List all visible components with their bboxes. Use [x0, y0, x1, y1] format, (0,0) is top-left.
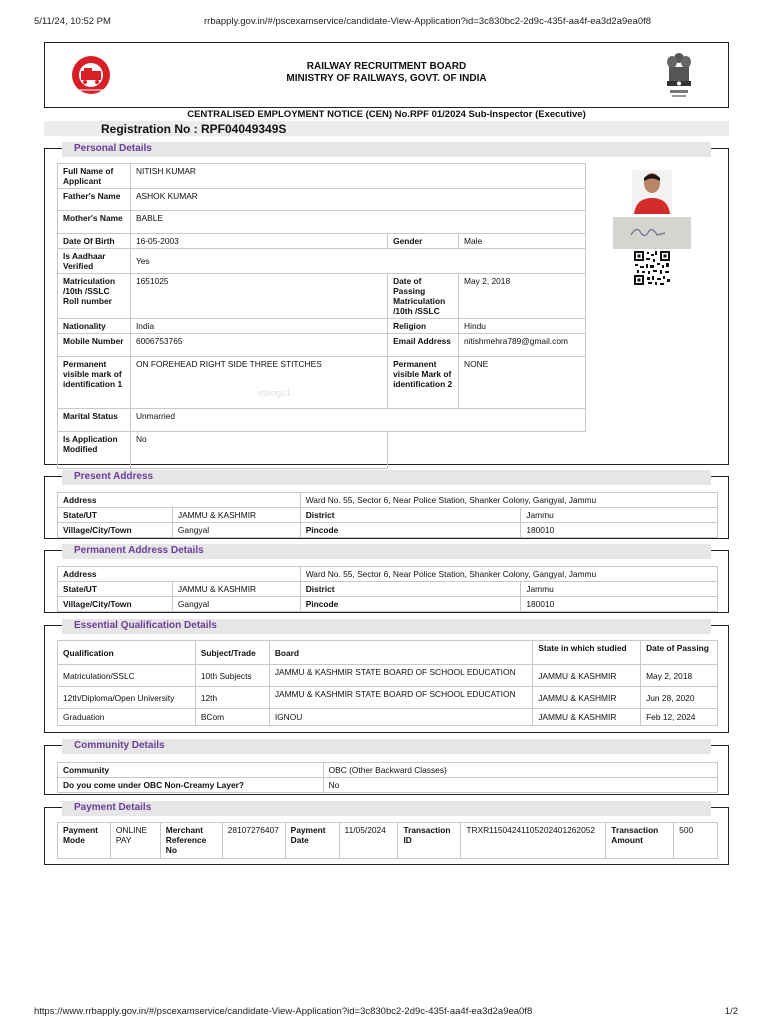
gender-label: Gender — [388, 234, 459, 249]
date-header: Date of Passing — [641, 641, 718, 665]
district-value: Jammu — [521, 508, 718, 523]
ref-label: Merchant Reference No — [160, 823, 222, 859]
mark1-value: ON FOREHEAD RIGHT SIDE THREE STITCHES — [130, 357, 387, 409]
father-label: Father's Name — [58, 189, 131, 211]
section-title: Personal Details — [74, 143, 152, 154]
dop-label: Date of Passing Matriculation /10th /SSLC — [388, 274, 459, 319]
txn-value: TRXR11504241105202401262052 — [461, 823, 606, 859]
section-title: Permanent Address Details — [74, 545, 204, 556]
table-cell: Feb 12, 2024 — [641, 709, 718, 726]
registration-bar — [44, 121, 729, 136]
ncl-label: Do you come under OBC Non-Creamy Layer? — [58, 778, 324, 793]
date-label: Payment Date — [285, 823, 339, 859]
religion-label: Religion — [388, 319, 459, 334]
print-url: https://www.rrbapply.gov.in/#/pscexamservice/candidate-View-Application?id=3c830bc2-2d9c-435f-aa4f-ea3d2a9ea0f8 — [34, 1006, 533, 1017]
aadhaar-value: Yes — [130, 249, 585, 274]
village-value: Gangyal — [172, 523, 300, 538]
section-title: Payment Details — [74, 802, 152, 813]
applicant-signature — [613, 217, 691, 249]
state-value: JAMMU & KASHMIR — [172, 582, 300, 597]
dob-label: Date Of Birth — [58, 234, 131, 249]
section-title: Essential Qualification Details — [74, 620, 217, 631]
state-label: State/UT — [58, 508, 173, 523]
pincode-label: Pincode — [300, 523, 521, 538]
applicant-photo — [632, 170, 672, 214]
section-header — [62, 739, 711, 754]
present-address-table — [57, 492, 718, 538]
nationality-label: Nationality — [58, 319, 131, 334]
mobile-value: 6006753765 — [130, 334, 387, 357]
table-cell: 12th — [195, 687, 269, 709]
religion-value: Hindu — [459, 319, 586, 334]
table-cell: Graduation — [58, 709, 196, 726]
section-header — [62, 142, 711, 157]
gender-value: Male — [459, 234, 586, 249]
section-header — [62, 544, 711, 559]
pincode-value: 180010 — [521, 597, 718, 612]
table-cell: 10th Subjects — [195, 665, 269, 687]
dop-value: May 2, 2018 — [459, 274, 586, 319]
board-title — [45, 61, 728, 85]
dob-value: 16-05-2003 — [130, 234, 387, 249]
national-emblem-icon — [664, 52, 694, 100]
section-header — [62, 470, 711, 485]
amount-label: Transaction Amount — [606, 823, 674, 859]
address-value: Ward No. 55, Sector 6, Near Police Station, Shanker Colony, Gangyal, Jammu — [300, 493, 717, 508]
section-header — [62, 801, 711, 816]
page-number: 1/2 — [724, 1006, 738, 1017]
table-cell: JAMMU & KASHMIR — [533, 687, 641, 709]
father-value: ASHOK KUMAR — [130, 189, 585, 211]
section-title: Present Address — [74, 471, 154, 482]
marital-value: Unmarried — [130, 409, 585, 432]
table-cell: May 2, 2018 — [641, 665, 718, 687]
mark2-label: Permanent visible Mark of identification 2 — [388, 357, 459, 409]
pincode-label: Pincode — [300, 597, 521, 612]
signature-icon — [613, 217, 691, 249]
state-value: JAMMU & KASHMIR — [172, 508, 300, 523]
person-photo-icon — [632, 170, 672, 214]
ncl-value: No — [323, 778, 717, 793]
qualification-header: Qualification — [58, 641, 196, 665]
table-cell: JAMMU & KASHMIR — [533, 709, 641, 726]
table-cell: Matriculation/SSLC — [58, 665, 196, 687]
district-value: Jammu — [521, 582, 718, 597]
print-timestamp: 5/11/24, 10:52 PM — [34, 16, 111, 27]
mode-value: ONLINE PAY — [110, 823, 160, 859]
email-label: Email Address — [388, 334, 459, 357]
village-label: Village/City/Town — [58, 597, 173, 612]
table-cell: IGNOU — [269, 709, 532, 726]
table-cell: Jun 28, 2020 — [641, 687, 718, 709]
section-header — [62, 619, 711, 634]
district-label: District — [300, 508, 521, 523]
state-header: State in which studied — [533, 641, 641, 665]
table-cell: JAMMU & KASHMIR STATE BOARD OF SCHOOL EDUCATION — [269, 665, 532, 687]
state-label: State/UT — [58, 582, 173, 597]
table-cell: 12th/Diploma/Open University — [58, 687, 196, 709]
full-name-label: Full Name of Applicant — [58, 164, 131, 189]
subject-header: Subject/Trade — [195, 641, 269, 665]
district-label: District — [300, 582, 521, 597]
email-value: nitishmehra789@gmail.com — [459, 334, 586, 357]
table-cell: BCom — [195, 709, 269, 726]
table-cell: JAMMU & KASHMIR STATE BOARD OF SCHOOL EDUCATION — [269, 687, 532, 709]
table-row — [58, 665, 718, 687]
community-table — [57, 762, 718, 793]
payment-table — [57, 822, 718, 859]
board-title-line1: RAILWAY RECRUITMENT BOARD — [306, 61, 467, 72]
pincode-value: 180010 — [521, 523, 718, 538]
mobile-label: Mobile Number — [58, 334, 131, 357]
address-label: Address — [58, 493, 301, 508]
mode-label: Payment Mode — [58, 823, 111, 859]
aadhaar-label: Is Aadhaar Verified — [58, 249, 131, 274]
cen-title: CENTRALISED EMPLOYMENT NOTICE (CEN) No.RPF 01/2024 Sub-Inspector (Executive) — [187, 109, 586, 120]
mother-label: Mother's Name — [58, 211, 131, 234]
community-value: OBC (Other Backward Classes) — [323, 763, 717, 778]
address-value: Ward No. 55, Sector 6, Near Police Station, Shanker Colony, Gangyal, Jammu — [300, 567, 717, 582]
marital-label: Marital Status — [58, 409, 131, 432]
board-header: Board — [269, 641, 532, 665]
community-label: Community — [58, 763, 324, 778]
amount-value: 500 — [674, 823, 718, 859]
table-cell: JAMMU & KASHMIR — [533, 665, 641, 687]
watermark — [258, 388, 514, 462]
table-row — [58, 709, 718, 726]
section-title: Community Details — [74, 740, 165, 751]
village-value: Gangyal — [172, 597, 300, 612]
modified-value: No — [130, 432, 387, 469]
txn-label: Transaction ID — [398, 823, 461, 859]
board-title-line2: MINISTRY OF RAILWAYS, GOVT. OF INDIA — [286, 73, 487, 84]
village-label: Village/City/Town — [58, 523, 173, 538]
date-value: 11/05/2024 — [339, 823, 398, 859]
print-url: rrbapply.gov.in/#/pscexamservice/candidate-View-Application?id=3c830bc2-2d9c-435f-aa4f-ea3d2a9ea0f8 — [204, 16, 652, 27]
qr-code-icon — [633, 250, 671, 286]
address-label: Address — [58, 567, 301, 582]
qualification-table — [57, 640, 718, 726]
watermark-text: rrblogo1 — [258, 388, 292, 398]
full-name-value: NITISH KUMAR — [130, 164, 585, 189]
mark2-value: NONE — [459, 357, 586, 409]
mother-value: BABLE — [130, 211, 585, 234]
modified-label: Is Application Modified — [58, 432, 131, 469]
nationality-value: India — [130, 319, 387, 334]
board-header — [44, 42, 729, 108]
ref-value: 28107276407 — [222, 823, 285, 859]
table-row — [58, 687, 718, 709]
permanent-address-table — [57, 566, 718, 612]
mark1-label: Permanent visible mark of identification 1 — [58, 357, 131, 409]
roll-value: 1651025 — [130, 274, 387, 319]
roll-label: Matriculation /10th /SSLC Roll number — [58, 274, 131, 319]
registration-number: Registration No : RPF04049349S — [101, 122, 287, 136]
